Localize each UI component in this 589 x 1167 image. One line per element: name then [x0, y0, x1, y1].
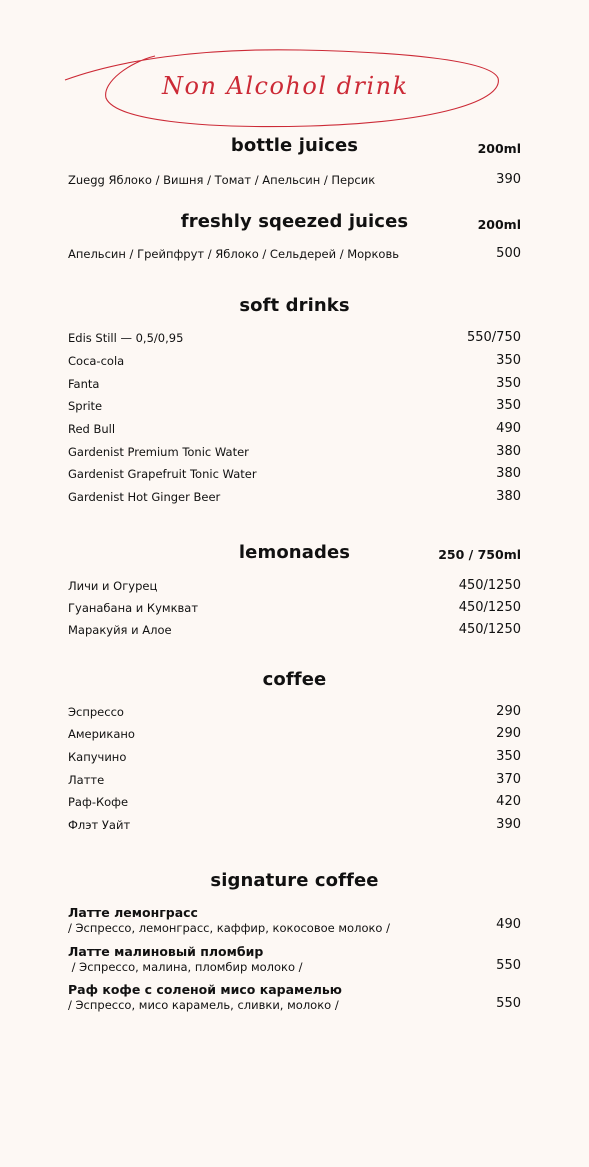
item-name: Маракуйя и Алое	[68, 623, 172, 637]
item-price: 550	[496, 996, 521, 1011]
signature-item	[68, 905, 521, 939]
item-name: Gardenist Premium Tonic Water	[68, 445, 249, 459]
item-name: Латте лемонграсс	[68, 905, 198, 920]
menu-item	[68, 578, 521, 594]
item-description: / Эспрессо, лемонграсс, каффир, кокосовое молоко /	[68, 921, 390, 935]
section-volume-fresh-juices: 200ml	[477, 217, 521, 232]
section-title-bottle-juices: bottle juices	[230, 135, 359, 156]
item-name: Gardenist Grapefruit Tonic Water	[68, 467, 257, 481]
item-price: 290	[496, 726, 521, 741]
item-name: Гуанабана и Кумкват	[68, 601, 199, 615]
item-price: 390	[496, 172, 521, 187]
section-title-coffee: coffee	[262, 669, 327, 690]
menu-item	[68, 398, 521, 414]
item-name: Американо	[68, 727, 135, 741]
item-price: 550	[496, 958, 521, 973]
item-name: Coca-cola	[68, 354, 125, 368]
section-title-signature-coffee: signature coffee	[210, 870, 379, 891]
item-name: Личи и Огурец	[68, 579, 158, 593]
item-description: / Эспрессо, малина, пломбир молоко /	[68, 960, 303, 974]
item-name: Латте малиновый пломбир	[68, 944, 264, 959]
menu-item	[68, 794, 521, 810]
header-logo	[60, 40, 510, 140]
item-name: Edis Still — 0,5/0,95	[68, 331, 184, 345]
menu-item	[68, 772, 521, 788]
menu-item	[68, 749, 521, 765]
item-price: 500	[496, 246, 521, 261]
item-price: 550/750	[466, 330, 521, 345]
item-price: 350	[496, 376, 521, 391]
menu-item	[68, 376, 521, 392]
item-price: 380	[496, 444, 521, 459]
item-price: 380	[496, 489, 521, 504]
logo-title: Non Alcohol drink	[162, 72, 409, 100]
menu-item	[68, 600, 521, 616]
menu-item	[68, 466, 521, 482]
item-name: Sprite	[68, 399, 103, 413]
item-price: 450/1250	[458, 622, 521, 637]
item-name: Red Bull	[68, 422, 116, 436]
menu-item	[68, 353, 521, 369]
menu-item	[68, 444, 521, 460]
item-price: 350	[496, 398, 521, 413]
item-price: 420	[496, 794, 521, 809]
item-price: 290	[496, 704, 521, 719]
item-price: 390	[496, 817, 521, 832]
item-price: 490	[496, 421, 521, 436]
item-name: Латте	[68, 773, 105, 787]
item-price: 450/1250	[458, 578, 521, 593]
menu-item	[68, 726, 521, 742]
item-name: Эспрессо	[68, 705, 124, 719]
signature-item	[68, 944, 521, 978]
section-title-lemonades: lemonades	[238, 542, 351, 563]
item-price: 450/1250	[458, 600, 521, 615]
menu-item	[68, 330, 521, 346]
item-price: 350	[496, 749, 521, 764]
menu-item	[68, 622, 521, 638]
item-price: 350	[496, 353, 521, 368]
signature-item	[68, 982, 521, 1016]
menu-item	[68, 704, 521, 720]
menu-item	[68, 489, 521, 505]
item-name: Gardenist Hot Ginger Beer	[68, 490, 221, 504]
menu-item	[68, 817, 521, 833]
item-price: 370	[496, 772, 521, 787]
section-volume-lemonades: 250 / 750ml	[438, 547, 521, 562]
item-name: Капучино	[68, 750, 127, 764]
item-name: Апельсин / Грейпфрут / Яблоко / Сельдерей / Морковь	[68, 247, 400, 261]
item-name: Fanta	[68, 377, 100, 391]
item-price: 380	[496, 466, 521, 481]
section-volume-bottle-juices: 200ml	[477, 141, 521, 156]
item-name: Раф кофе с соленой мисо карамелью	[68, 982, 342, 997]
section-title-soft-drinks: soft drinks	[239, 295, 350, 316]
item-description: / Эспрессо, мисо карамель, сливки, молоко /	[68, 998, 339, 1012]
item-name: Раф-Кофе	[68, 795, 129, 809]
item-name: Zuegg Яблоко / Вишня / Томат / Апельсин / Персик	[68, 173, 376, 187]
menu-item	[68, 172, 521, 188]
menu-item	[68, 246, 521, 262]
item-price: 490	[496, 917, 521, 932]
item-name: Флэт Уайт	[68, 818, 131, 832]
menu-item	[68, 421, 521, 437]
section-title-fresh-juices: freshly sqeezed juices	[180, 211, 409, 232]
